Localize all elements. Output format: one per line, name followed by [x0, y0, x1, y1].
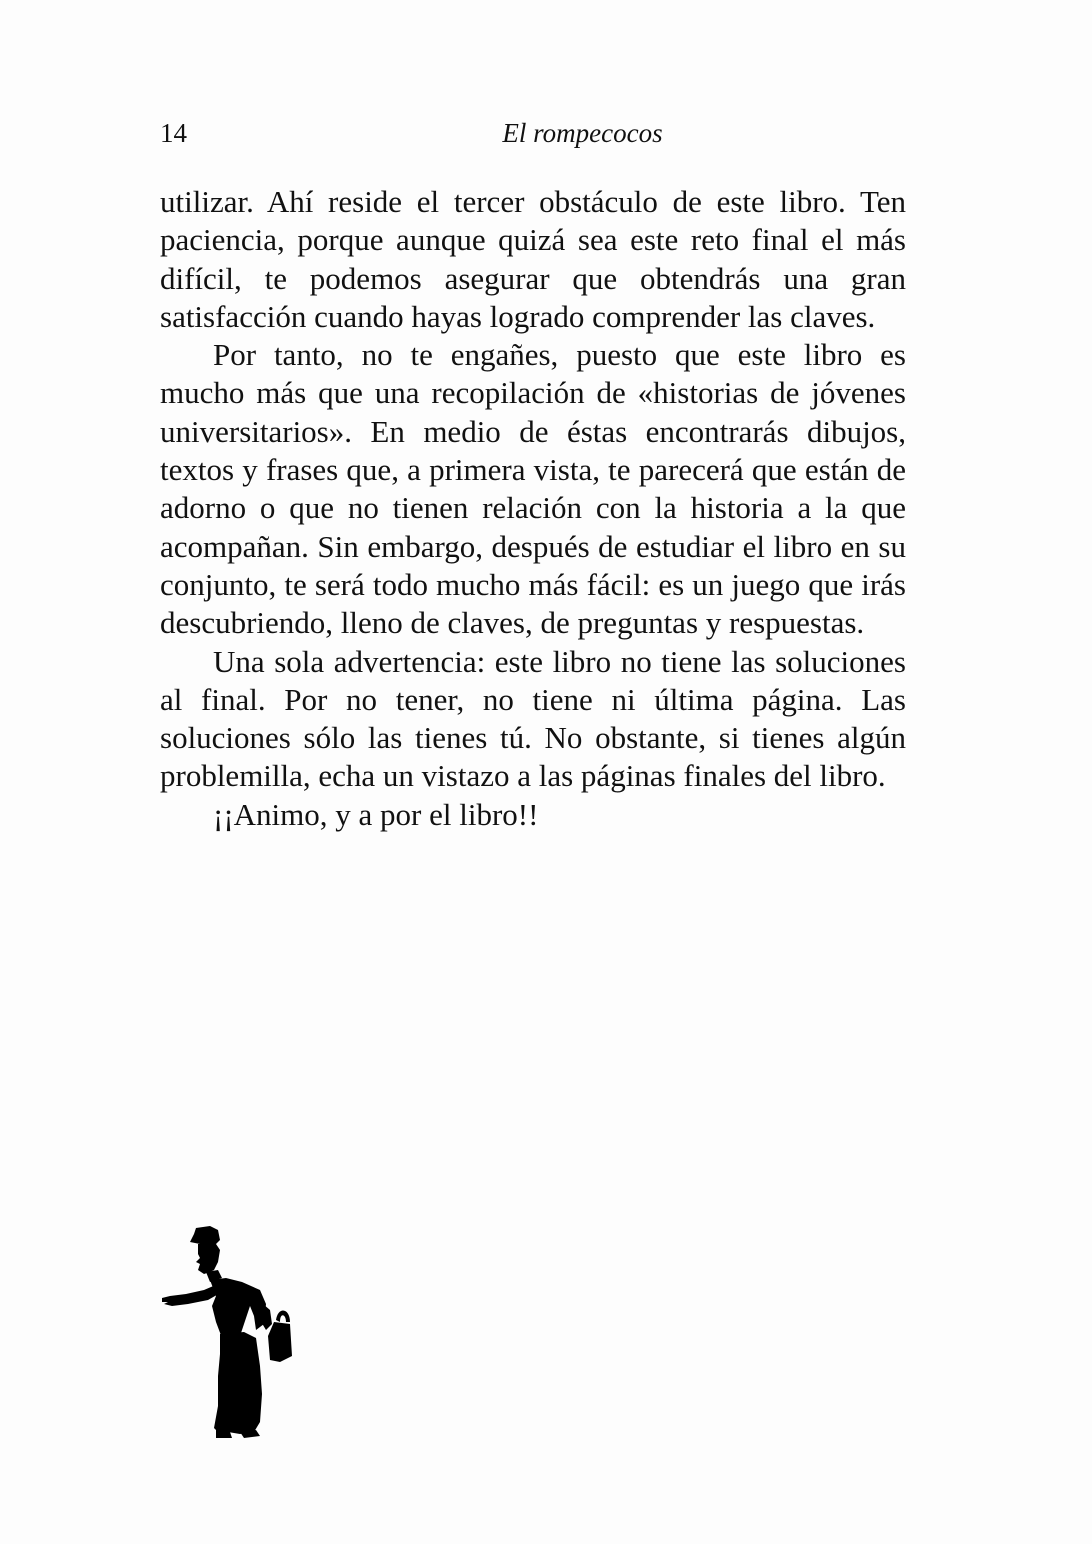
running-head [160, 118, 905, 158]
pointing-figure-silhouette-icon [160, 1226, 320, 1441]
body-text [160, 183, 906, 834]
page-number: 14 [160, 118, 187, 148]
running-title: El rompecocos [502, 118, 663, 148]
paragraph: Una sola advertencia: este libro no tiene las soluciones al final. Por no tener, no tiene ni última página. Las soluciones sólo las tienes tú. No obstante, si tienes algún problemilla, echa un vistazo a las páginas finales del libro. [160, 643, 906, 794]
paragraph: Por tanto, no te engañes, puesto que este libro es mucho más que una recopilación de «historias de jóvenes universitarios». En medio de éstas encontrarás dibujos, textos y frases que, a primera vista, te parecerá que están de adorno o que no tienen relación con la historia a la que acompañan. Sin embargo, después de estudiar el libro en su conjunto, te será todo mucho más fácil: es un juego que irás descubriendo, lleno de claves, de preguntas y respuestas. [160, 337, 906, 641]
closing-line: ¡¡Animo, y a por el libro!! [213, 796, 539, 832]
paragraph-continued: utilizar. Ahí reside el tercer obstáculo de este libro. Ten paciencia, porque aunque quizá sea este reto final el más difícil, te podemos asegurar que obtendrás una gran satisfacción cuando hayas logrado comprender las claves. [160, 184, 906, 334]
